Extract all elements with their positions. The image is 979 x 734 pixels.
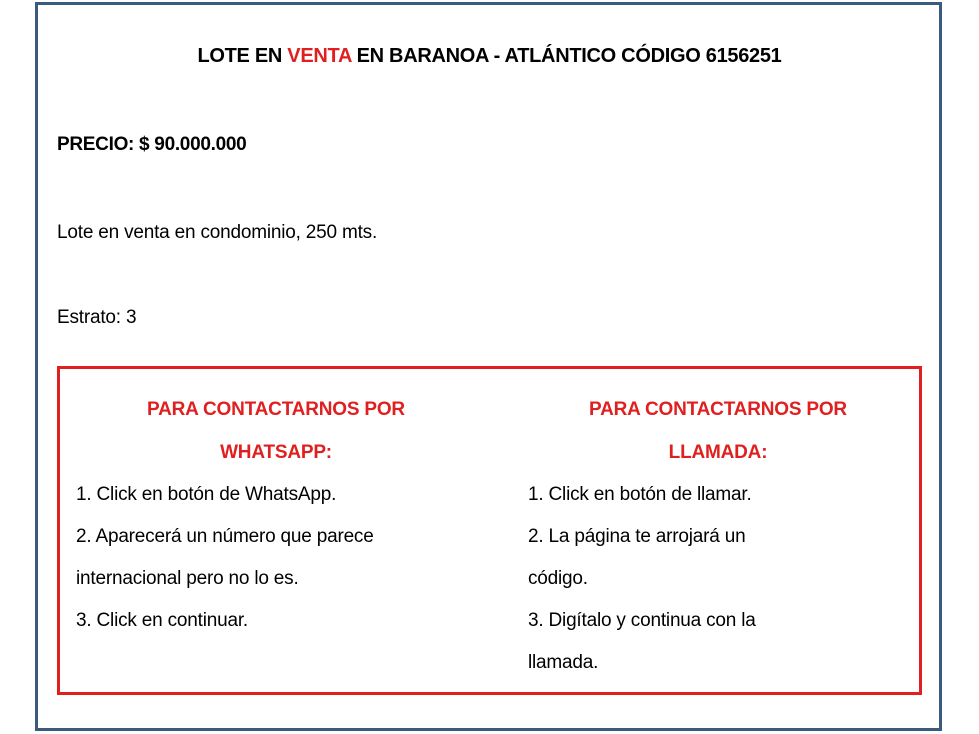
llamada-steps bbox=[528, 474, 908, 684]
llamada-heading-line2: LLAMADA: bbox=[668, 442, 768, 463]
price: PRECIO: $ 90.000.000 bbox=[57, 134, 247, 155]
llamada-step: 2. La página te arrojará un bbox=[528, 526, 746, 547]
title-part2: EN BARANOA - ATLÁNTICO CÓDIGO 6156251 bbox=[351, 45, 782, 67]
llamada-step: llamada. bbox=[528, 652, 599, 673]
whatsapp-heading-line2: WHATSAPP: bbox=[220, 442, 332, 463]
whatsapp-step: 1. Click en botón de WhatsApp. bbox=[76, 484, 337, 505]
whatsapp-column bbox=[76, 369, 476, 642]
llamada-step: 1. Click en botón de llamar. bbox=[528, 484, 752, 505]
llamada-column bbox=[528, 369, 908, 684]
llamada-step: código. bbox=[528, 568, 588, 589]
estrato: Estrato: 3 bbox=[57, 307, 137, 328]
whatsapp-step: 2. Aparecerá un número que parece bbox=[76, 526, 374, 547]
whatsapp-step: 3. Click en continuar. bbox=[76, 610, 248, 631]
description: Lote en venta en condominio, 250 mts. bbox=[57, 222, 378, 243]
llamada-heading bbox=[528, 388, 908, 474]
whatsapp-heading-line1: PARA CONTACTARNOS POR bbox=[147, 399, 405, 420]
llamada-step: 3. Digítalo y continua con la bbox=[528, 610, 756, 631]
listing-title bbox=[0, 45, 979, 68]
whatsapp-step: internacional pero no lo es. bbox=[76, 568, 299, 589]
title-highlight: VENTA bbox=[287, 45, 352, 67]
title-part1: LOTE EN bbox=[197, 45, 288, 67]
llamada-heading-line1: PARA CONTACTARNOS POR bbox=[589, 399, 847, 420]
whatsapp-steps bbox=[76, 474, 476, 642]
whatsapp-heading bbox=[76, 388, 476, 474]
contact-box bbox=[57, 366, 922, 695]
